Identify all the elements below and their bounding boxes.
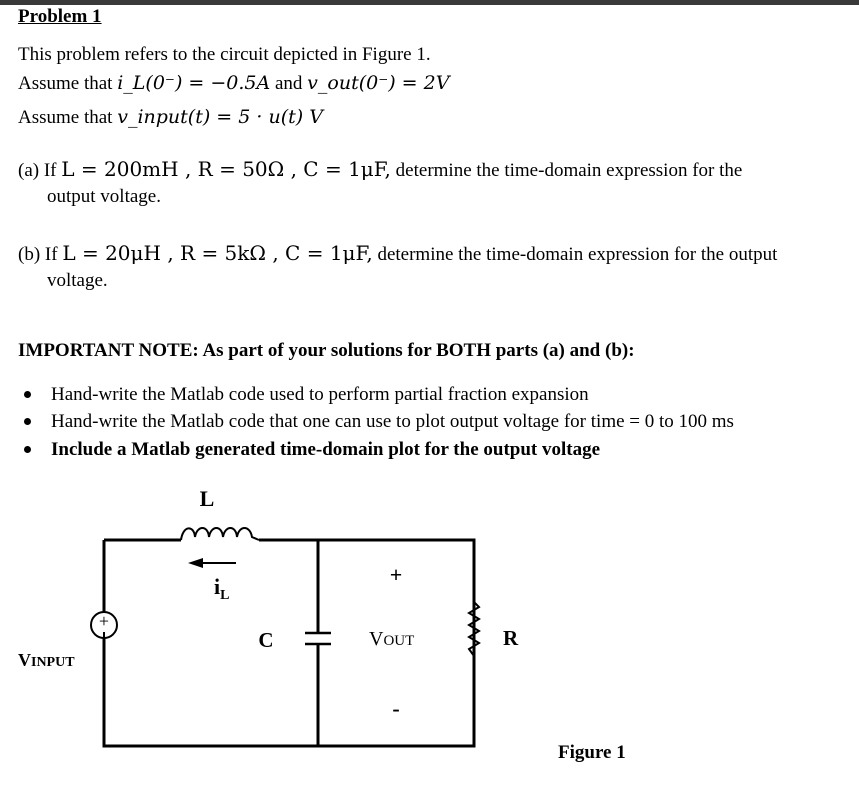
- bullet-dot-icon: [24, 418, 31, 425]
- assume1-and: and: [274, 73, 303, 94]
- circuit-figure: [0, 470, 859, 801]
- note-heading: IMPORTANT NOTE:: [18, 340, 199, 361]
- assumption-initial-conditions: [18, 72, 449, 95]
- part-b-text: determine the time-domain expression for the output: [377, 244, 778, 265]
- assume1-prefix: Assume that: [18, 73, 113, 94]
- bullet-text: Include a Matlab generated time-domain plot for the output voltage: [51, 439, 601, 460]
- bullet-text: Hand-write the Matlab code used to perform partial fraction expansion: [51, 384, 589, 405]
- part-b: [18, 241, 777, 266]
- bullet-item-3: [18, 439, 600, 461]
- part-a-label: (a) If: [18, 160, 57, 181]
- source-plus-sign: +: [98, 611, 110, 631]
- bullet-text: Hand-write the Matlab code that one can use to plot output voltage for time = 0 to 100 ms: [51, 411, 734, 432]
- vout-plus-sign: +: [389, 562, 403, 587]
- bullet-dot-icon: [24, 391, 31, 398]
- capacitor-plates-icon: [305, 633, 331, 644]
- inductor-coil-icon: [181, 528, 259, 540]
- inductor-label: L: [199, 486, 215, 511]
- part-b-label: (b) If: [18, 244, 58, 265]
- initial-output-voltage: v_out(0⁻) = 2V: [307, 72, 450, 94]
- note-text: As part of your solutions for BOTH parts (a) and (b):: [202, 340, 635, 361]
- vout-label: VOUT: [369, 628, 415, 650]
- vinput-label: VINPUT: [18, 650, 75, 670]
- figure-caption: Figure 1: [558, 742, 626, 763]
- part-a: [18, 157, 742, 182]
- circuit-wires: [104, 540, 474, 746]
- part-a-values: L = 200mH , R = 50Ω , C = 1μF,: [61, 157, 391, 181]
- bullet-dot-icon: [24, 446, 31, 453]
- bullet-item-2: [18, 411, 734, 433]
- part-a-continuation: output voltage.: [47, 186, 161, 207]
- current-label: $i_L$: [214, 574, 230, 603]
- initial-inductor-current: i_L(0⁻) = −0.5A: [117, 72, 271, 94]
- bullet-item-1: [18, 384, 589, 406]
- part-b-continuation: voltage.: [47, 270, 108, 291]
- intro-line: This problem refers to the circuit depicted in Figure 1.: [18, 44, 431, 65]
- important-note: [18, 340, 635, 362]
- assume2-prefix: Assume that: [18, 107, 113, 128]
- part-a-text: determine the time-domain expression for the: [395, 160, 743, 181]
- assumption-input: [18, 106, 323, 129]
- part-b-values: L = 20μH , R = 5kΩ , C = 1μF,: [62, 241, 373, 265]
- current-arrow-icon: [188, 558, 236, 568]
- top-border: [0, 0, 859, 5]
- input-voltage-expression: v_input(t) = 5 · u(t) V: [117, 106, 323, 128]
- resistor-label: R: [503, 626, 519, 650]
- capacitor-label: C: [258, 628, 274, 652]
- problem-title: Problem 1: [18, 6, 102, 27]
- vout-minus-sign: -: [392, 696, 400, 721]
